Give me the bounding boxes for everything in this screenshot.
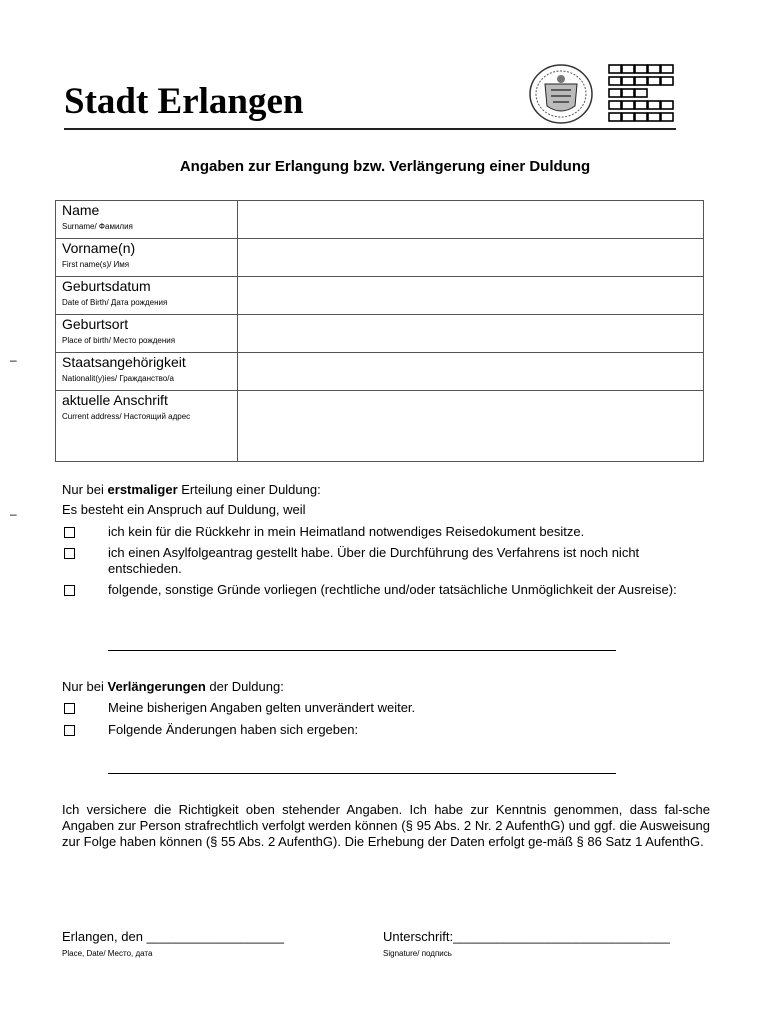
intro-text: Nur bei: [62, 482, 108, 497]
extension-intro: [62, 679, 284, 695]
intro-text: Erteilung einer Duldung:: [177, 482, 321, 497]
option-label: folgende, sonstige Gründe vorliegen (rechtliche und/oder tatsächliche Unmöglichkeit der Ausreise):: [108, 582, 677, 597]
field-label-de: Geburtsdatum: [62, 278, 151, 294]
margin-mark: –: [10, 507, 17, 521]
option-label: ich einen Asylfolgeantrag gestellt habe. Über die Durchführung des Verfahrens ist noch nicht entschieden.: [108, 545, 640, 576]
checkbox-asylum-followup[interactable]: [64, 548, 75, 559]
surname-input[interactable]: [238, 201, 704, 239]
field-row-nationality: [56, 353, 704, 391]
field-label-de: Geburtsort: [62, 316, 129, 332]
intro-text: Nur bei: [62, 679, 108, 694]
intro-bold: Verlängerungen: [107, 679, 206, 694]
declaration-text: Ich versichere die Richtigkeit oben stehender Angaben. Ich habe zur Kenntnis genommen, dass fal-sche Angaben zur Person strafrechtlich verfolgt werden können (§ 95 Abs. 2 Nr. 2 AufenthG) und ggf. die Ausweisung zur Folge haben können (§ 55 Abs. 2 AufenthG). Die Erhebung der Daten erfolgt ge-mäß § 86 Satz 1 AufenthG.: [62, 802, 710, 849]
field-label: [56, 277, 238, 315]
city-logo-icon: [608, 64, 676, 124]
place-date-caption: Place, Date/ Место, дата: [62, 949, 153, 958]
field-row-firstname: [56, 239, 704, 277]
birthdate-input[interactable]: [238, 277, 704, 315]
field-label: [56, 353, 238, 391]
address-input[interactable]: [238, 391, 704, 462]
header-rule: [64, 128, 676, 130]
birthplace-input[interactable]: [238, 315, 704, 353]
checkbox-changes[interactable]: [64, 725, 75, 736]
first-issuance-intro: [62, 482, 321, 498]
checkbox-no-travel-document[interactable]: [64, 527, 75, 538]
signature-field[interactable]: Unterschrift:______________________________: [383, 929, 670, 944]
city-seal-icon: [527, 62, 595, 126]
form-heading: Angaben zur Erlangung bzw. Verlängerung einer Duldung: [179, 158, 591, 175]
field-label-en: Nationalit(y)ies/ Гражданство/а: [62, 374, 174, 383]
field-label-en: Date of Birth/ Дата рождения: [62, 298, 168, 307]
field-label-en: First name(s)/ Имя: [62, 260, 130, 269]
claim-text: Es besteht ein Anspruch auf Duldung, weil: [62, 502, 306, 517]
intro-text: der Duldung:: [205, 679, 284, 694]
place-date-field[interactable]: Erlangen, den ___________________: [62, 929, 284, 944]
field-label-en: Place of birth/ Место рождения: [62, 336, 176, 345]
firstname-input[interactable]: [238, 239, 704, 277]
field-label-de: Vorname(n): [62, 240, 136, 256]
changes-line[interactable]: [108, 773, 616, 774]
nationality-input[interactable]: [238, 353, 704, 391]
personal-data-table: [55, 200, 704, 462]
field-row-address: [56, 391, 704, 462]
field-label: [56, 391, 238, 462]
checkbox-other-reasons[interactable]: [64, 585, 75, 596]
field-label-de: Name: [62, 202, 100, 218]
option-label: ich kein für die Rückkehr in mein Heimatland notwendiges Reisedokument besitze.: [108, 524, 585, 539]
margin-mark: –: [10, 353, 17, 367]
field-label-en: Current address/ Настоящий адрес: [62, 412, 191, 421]
field-row-birthplace: [56, 315, 704, 353]
field-label-de: Staatsangehörigkeit: [62, 354, 186, 370]
other-reasons-line[interactable]: [108, 650, 616, 651]
field-label: [56, 239, 238, 277]
page-title: Stadt Erlangen: [64, 81, 304, 122]
intro-bold: erstmaliger: [107, 482, 178, 497]
field-label: [56, 315, 238, 353]
checkbox-unchanged[interactable]: [64, 703, 75, 714]
field-label-de: aktuelle Anschrift: [62, 392, 168, 408]
option-label: Folgende Änderungen haben sich ergeben:: [108, 722, 359, 737]
field-label: [56, 201, 238, 239]
field-row-name: [56, 201, 704, 239]
field-label-en: Surname/ Фамилия: [62, 222, 133, 231]
option-label: Meine bisherigen Angaben gelten unverändert weiter.: [108, 700, 416, 715]
signature-caption: Signature/ подпись: [383, 949, 452, 958]
field-row-birthdate: [56, 277, 704, 315]
